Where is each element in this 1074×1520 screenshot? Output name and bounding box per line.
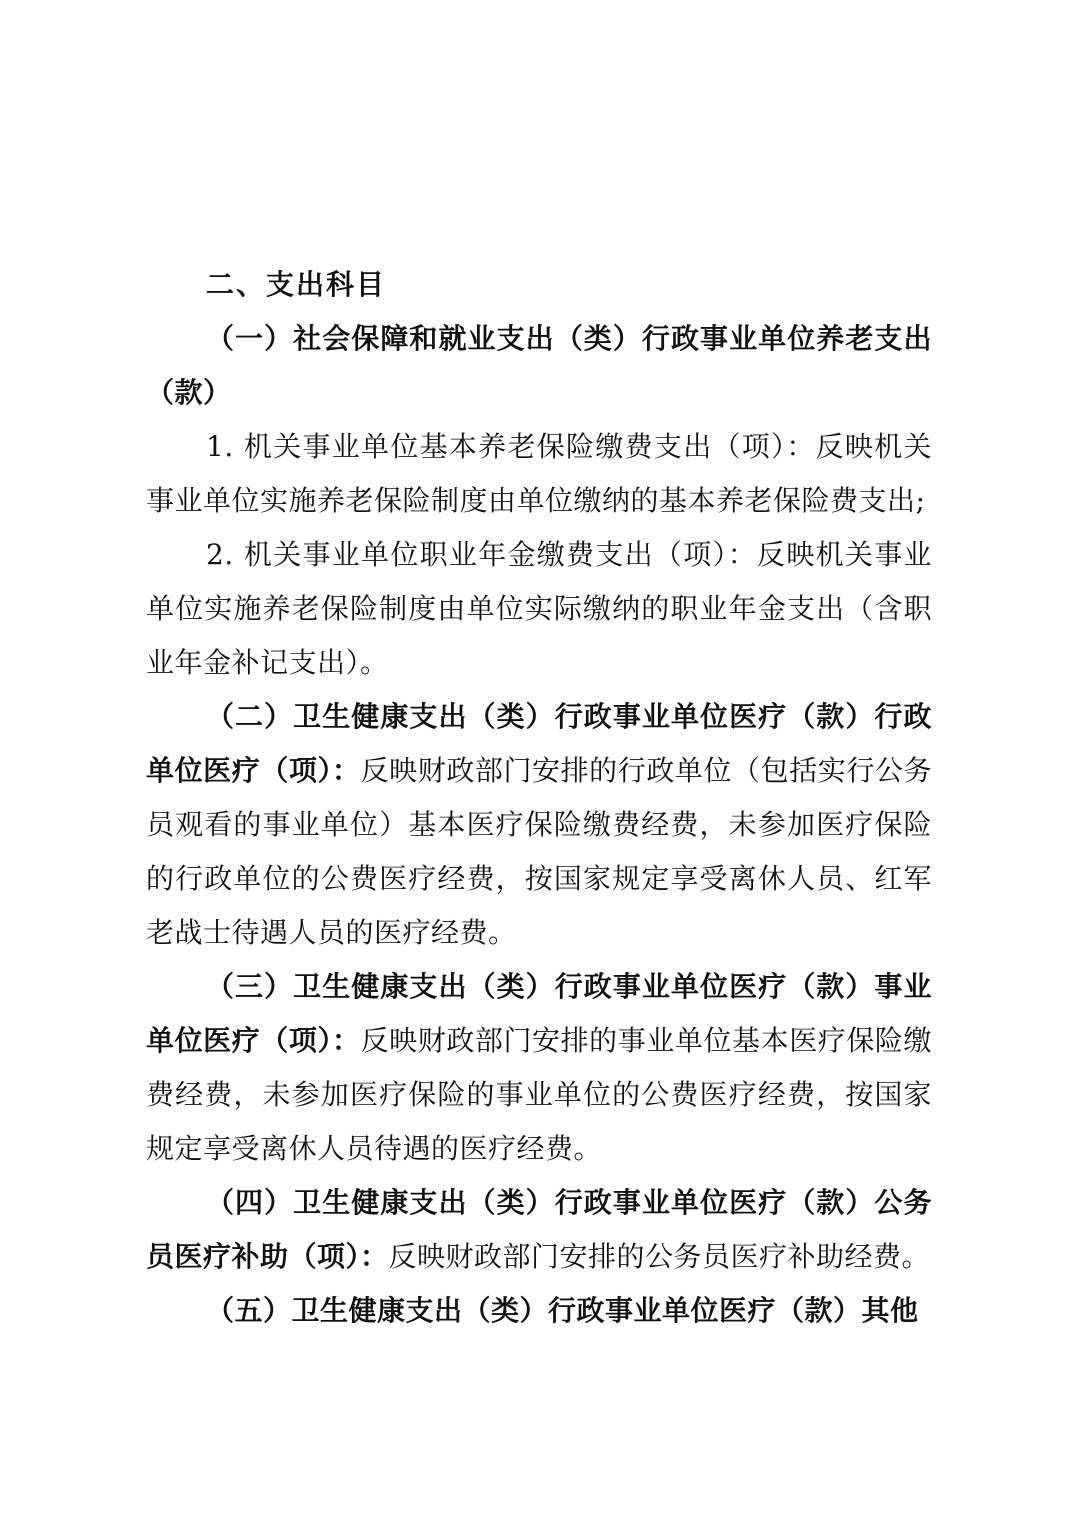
section-title: 二、支出科目 <box>206 268 387 301</box>
item-1-sub-2-body: 2. 机关事业单位职业年金缴费支出（项）：反映机关事业单位实施养老保险制度由单位实际缴纳的职业年金支出（含职业年金补记支出）。 <box>146 538 932 679</box>
item-5-head: （五）卫生健康支出（类）行政事业单位医疗（款）其他 <box>206 1294 919 1327</box>
item-4 <box>146 1176 932 1284</box>
item-3-body: 反映财政部门安排的事业单位基本医疗保险缴费经费，未参加医疗保险的事业单位的公费医疗经费，按国家规定享受离休人员待遇的医疗经费。 <box>146 1024 932 1165</box>
item-4-body: 反映财政部门安排的公务员医疗补助经费。 <box>388 1240 931 1273</box>
item-1-head: （一）社会保障和就业支出（类）行政事业单位养老支出（款） <box>146 322 932 409</box>
item-2-body: 反映财政部门安排的行政单位（包括实行公务员观看的事业单位）基本医疗保险缴费经费，未参加医疗保险的行政单位的公费医疗经费，按国家规定享受离休人员、红军老战士待遇人员的医疗经费。 <box>146 754 932 949</box>
item-3 <box>146 960 932 1176</box>
document-page <box>146 258 932 1338</box>
item-3-head: （三）卫生健康支出（类）行政事业单位医疗（款）事业单位医疗（项）： <box>146 970 932 1057</box>
item-1-sub-1-body: 1. 机关事业单位基本养老保险缴费支出（项）：反映机关事业单位实施养老保险制度由单位缴纳的基本养老保险费支出; <box>146 430 932 517</box>
item-1-sub-1 <box>146 420 932 528</box>
item-2-head: （二）卫生健康支出（类）行政事业单位医疗（款）行政单位医疗（项）： <box>146 700 932 787</box>
item-1-sub-2 <box>146 528 932 690</box>
item-5 <box>146 1284 932 1338</box>
item-4-head: （四）卫生健康支出（类）行政事业单位医疗（款）公务员医疗补助（项）： <box>146 1186 932 1273</box>
item-1 <box>146 312 932 420</box>
item-2 <box>146 690 932 960</box>
